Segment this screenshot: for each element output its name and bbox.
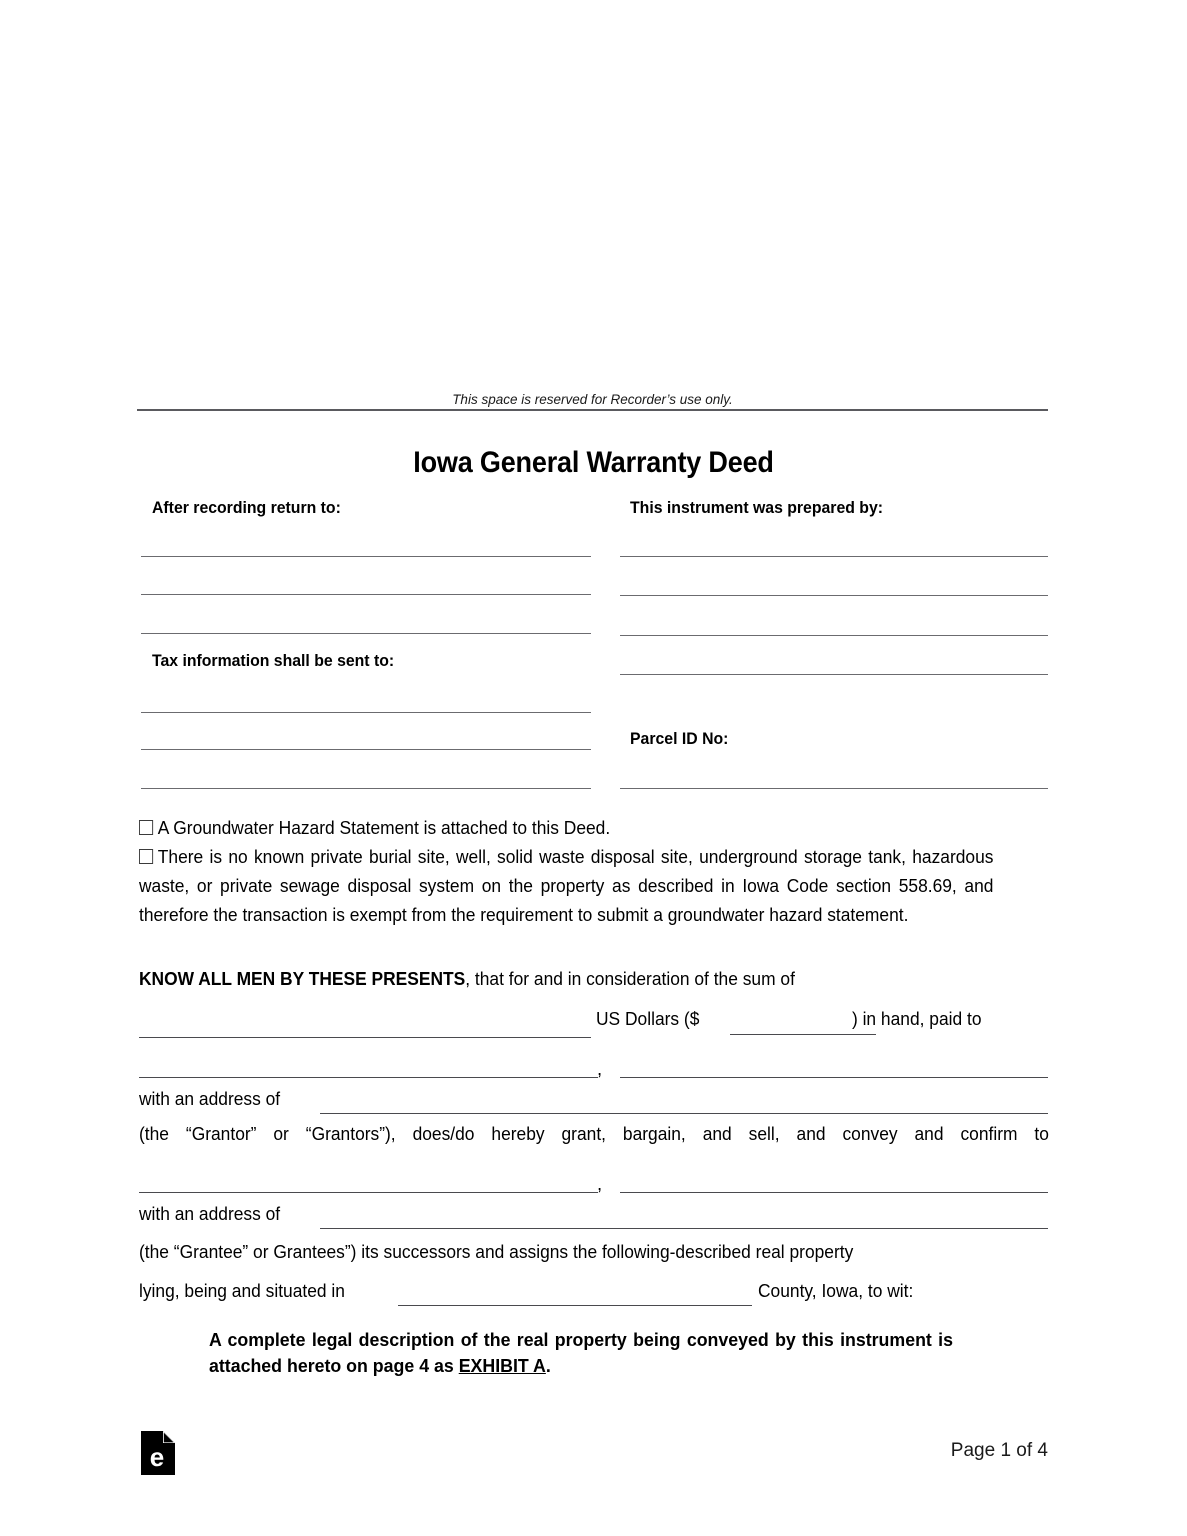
grantee-address-label: with an address of: [139, 1203, 281, 1224]
prepared-by-line-2[interactable]: [620, 595, 1048, 596]
checkbox-label-no-known-hazard: There is no known private burial site, well, solid waste disposal site, underground storage tank, hazardous waste, or private sewage disposal system on the property as described in Iowa Code section 558.69, and therefore the transaction is exempt from the requirement to submit a groundwater hazard statement.: [139, 846, 994, 925]
checkbox-row-groundwater-statement-attached[interactable]: [139, 813, 993, 842]
grantee-clause-text: (the “Grantee” or Grantees”) its successors and assigns the following-described real property: [139, 1241, 854, 1262]
grantor-name-blank-1[interactable]: [139, 1077, 598, 1078]
know-all-men-line: [139, 965, 795, 993]
label-this-instrument-was-prepared-by: This instrument was prepared by:: [630, 498, 884, 517]
groundwater-checkbox-block: [139, 813, 993, 929]
grantor-name-blank-2[interactable]: [620, 1077, 1048, 1078]
grantor-address-blank[interactable]: [320, 1113, 1048, 1114]
exhibit-reference-block: [209, 1327, 953, 1379]
checkbox-no-known-hazard-icon[interactable]: [139, 849, 153, 864]
checkbox-row-no-known-hazard[interactable]: [139, 842, 993, 929]
checkbox-label-groundwater-statement-attached: A Groundwater Hazard Statement is attached to this Deed.: [157, 817, 611, 838]
exhibit-text-before: A complete legal description of the real property being conveyed by this instrument is attached hereto on page 4 as: [209, 1329, 953, 1376]
prepared-by-line-4[interactable]: [620, 674, 1048, 675]
grantee-address-blank[interactable]: [320, 1228, 1048, 1229]
know-all-men-bold: KNOW ALL MEN BY THESE PRESENTS: [139, 968, 466, 989]
grantee-name-blank-1[interactable]: [139, 1192, 598, 1193]
grantor-name-comma: ,: [597, 1058, 603, 1079]
label-tax-information-shall-be-sent-to: Tax information shall be sent to:: [152, 651, 395, 670]
lying-situated-label: lying, being and situated in: [139, 1280, 345, 1301]
consideration-amount-blank[interactable]: [730, 1034, 876, 1035]
return-address-line-1[interactable]: [141, 556, 591, 557]
tax-address-line-3[interactable]: [141, 788, 591, 789]
exhibit-text-after: .: [545, 1355, 551, 1376]
grantee-name-blank-2[interactable]: [620, 1192, 1048, 1193]
prepared-by-line-1[interactable]: [620, 556, 1048, 557]
us-dollars-label: US Dollars ($: [596, 1008, 700, 1029]
in-hand-paid-to-label: ) in hand, paid to: [851, 1008, 982, 1029]
page-title: Iowa General Warranty Deed: [413, 446, 774, 479]
us-dollars-line: [596, 1005, 982, 1033]
return-address-line-3[interactable]: [141, 633, 591, 634]
tax-address-line-1[interactable]: [141, 712, 591, 713]
return-address-line-2[interactable]: [141, 594, 591, 595]
county-iowa-label: County, Iowa, to wit:: [758, 1280, 914, 1301]
tax-address-line-2[interactable]: [141, 749, 591, 750]
label-parcel-id-no: Parcel ID No:: [630, 729, 729, 748]
exhibit-a-label: EXHIBIT A: [458, 1355, 546, 1376]
grantor-address-label: with an address of: [139, 1088, 281, 1109]
parcel-id-line[interactable]: [620, 788, 1048, 789]
svg-text:e: e: [149, 1442, 165, 1472]
grantor-clause-text: (the “Grantor” or “Grantors”), does/do hereby grant, bargain, and sell, and convey and confirm to: [139, 1123, 1049, 1144]
county-name-blank[interactable]: [398, 1305, 752, 1306]
grantee-name-comma: ,: [597, 1173, 603, 1194]
consideration-words-blank[interactable]: [139, 1037, 591, 1038]
recorder-divider: [137, 409, 1048, 411]
page-number: Page 1 of 4: [950, 1440, 1048, 1461]
know-all-men-rest: , that for and in consideration of the sum of: [465, 968, 795, 989]
recorder-use-note: This space is reserved for Recorder’s use only.: [452, 392, 733, 407]
prepared-by-line-3[interactable]: [620, 635, 1048, 636]
eforms-logo-icon: [141, 1431, 175, 1475]
checkbox-groundwater-statement-attached-icon[interactable]: [139, 820, 153, 835]
label-after-recording-return-to: After recording return to:: [152, 498, 341, 517]
